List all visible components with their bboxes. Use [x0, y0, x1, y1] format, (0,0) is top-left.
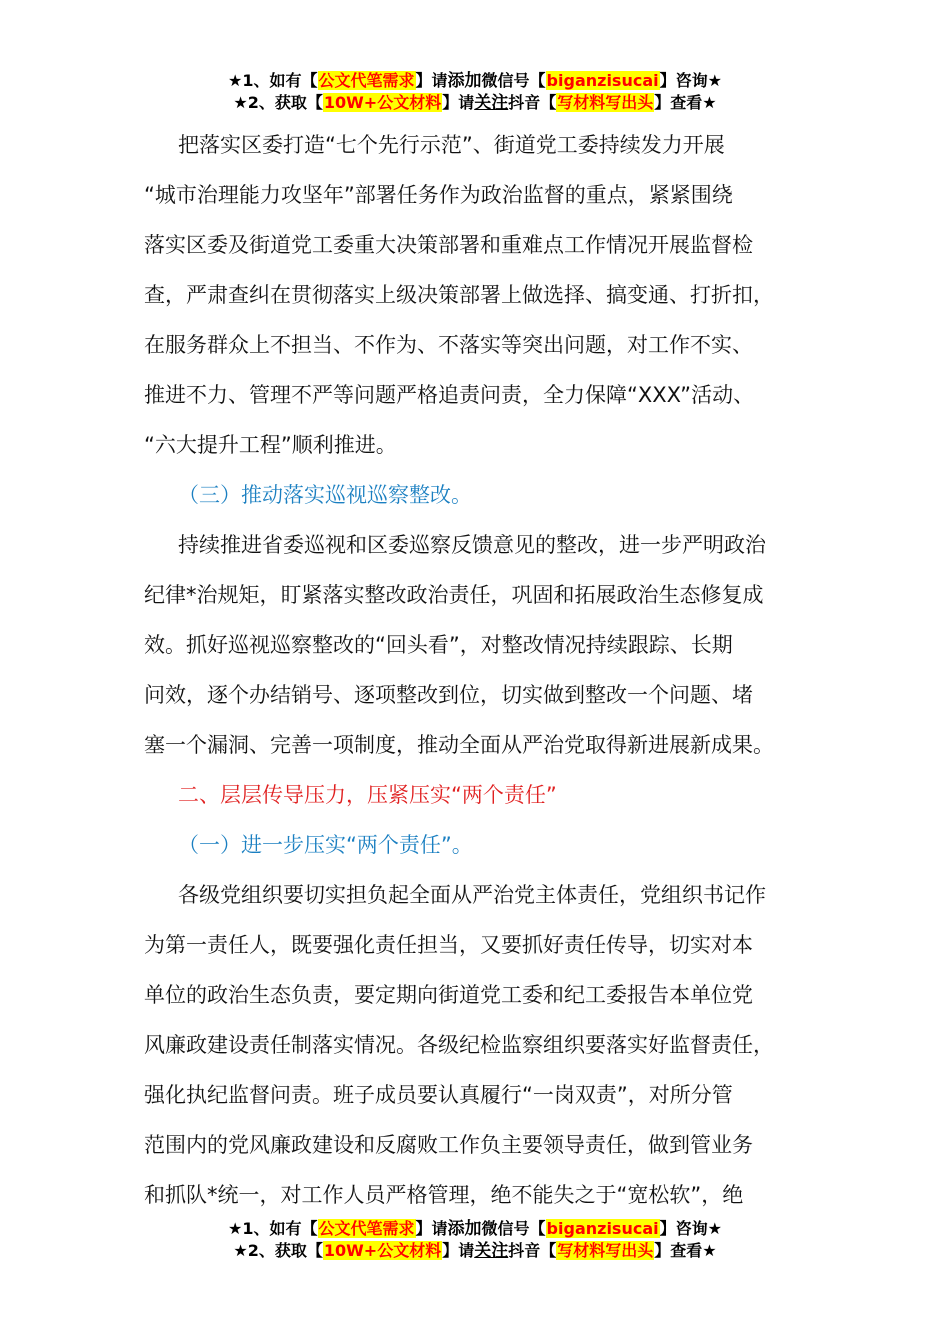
banner-emphasis: 关注	[474, 1241, 509, 1261]
body-line: 强化执纪监督问责。班子成员要认真履行“一岗双责”，对所分管	[144, 1083, 733, 1107]
banner-text: 微信号【	[481, 71, 546, 90]
document-body	[144, 120, 824, 1220]
banner-emphasis: 添加	[447, 1219, 482, 1239]
banner-highlight: 10W+公文材料	[323, 1241, 442, 1260]
paragraph-start: 各级党组织要切实担负起全面从严治党主体责任，党组织书记作	[178, 883, 766, 907]
banner-highlight: 10W+公文材料	[323, 93, 442, 112]
banner-text: 微信号【	[481, 1219, 546, 1238]
banner-line-2	[0, 1240, 950, 1262]
body-line: 纪律*治规矩，盯紧落实整改政治责任，巩固和拓展政治生态修复成	[144, 583, 764, 607]
banner-text: 】请	[415, 71, 448, 90]
body-line: 在服务群众上不担当、不作为、不落实等突出问题，对工作不实、	[144, 333, 753, 357]
body-line: 查，严肃查纠在贯彻落实上级决策部署上做选择、搞变通、打折扣，	[144, 283, 774, 307]
banner-text: ★1、如有【	[228, 1219, 318, 1238]
banner-text: 抖音【	[508, 93, 557, 112]
banner-text: 】咨询★	[659, 71, 722, 90]
body-line: “城市治理能力攻坚年”部署任务作为政治监督的重点，紧紧围绕	[144, 183, 733, 207]
bottom-banner	[0, 1218, 950, 1262]
body-line: 为第一责任人，既要强化责任担当，又要抓好责任传导，切实对本	[144, 933, 753, 957]
body-line: 范围内的党风廉政建设和反腐败工作负主要领导责任，做到管业务	[144, 1133, 753, 1157]
body-line: 风廉政建设责任制落实情况。各级纪检监察组织要落实好监督责任，	[144, 1033, 774, 1057]
body-line: 落实区委及街道党工委重大决策部署和重难点工作情况开展监督检	[144, 233, 753, 257]
banner-wechat-id: biganzisucai	[546, 1219, 659, 1238]
banner-line-2	[0, 92, 950, 114]
top-banner	[0, 70, 950, 114]
banner-text: ★2、获取【	[233, 1241, 323, 1260]
banner-text: 】请	[415, 1219, 448, 1238]
banner-text: ★1、如有【	[228, 71, 318, 90]
banner-text: 】查看★	[654, 1241, 717, 1260]
banner-line-1	[0, 1218, 950, 1240]
paragraph-start: 把落实区委打造“七个先行示范”、街道党工委持续发力开展	[178, 133, 725, 157]
subsection-heading: （一）进一步压实“两个责任”。	[178, 833, 473, 857]
subsection-heading: （三）推动落实巡视巡察整改。	[178, 483, 472, 507]
section-heading: 二、层层传导压力，压紧压实“两个责任”	[178, 783, 557, 807]
body-line: “六大提升工程”顺利推进。	[144, 433, 397, 457]
banner-emphasis: 添加	[447, 71, 482, 91]
banner-text: ★2、获取【	[233, 93, 323, 112]
banner-text: 】咨询★	[659, 1219, 722, 1238]
banner-wechat-id: biganzisucai	[546, 71, 659, 90]
banner-douyin-name: 写材料写出头	[557, 93, 654, 112]
banner-text: 】请	[442, 93, 475, 112]
banner-highlight: 公文代笔需求	[318, 1219, 415, 1238]
body-line: 和抓队*统一，对工作人员严格管理，绝不能失之于“宽松软”，绝	[144, 1183, 744, 1207]
banner-emphasis: 关注	[474, 93, 509, 113]
body-line: 问效，逐个办结销号、逐项整改到位，切实做到整改一个问题、堵	[144, 683, 753, 707]
body-line: 单位的政治生态负责，要定期向街道党工委和纪工委报告本单位党	[144, 983, 753, 1007]
banner-line-1	[0, 70, 950, 92]
body-line: 效。抓好巡视巡察整改的“回头看”，对整改情况持续跟踪、长期	[144, 633, 733, 657]
paragraph-start: 持续推进省委巡视和区委巡察反馈意见的整改，进一步严明政治	[178, 533, 766, 557]
body-line: 塞一个漏洞、完善一项制度，推动全面从严治党取得新进展新成果。	[144, 733, 774, 757]
banner-text: 】查看★	[654, 93, 717, 112]
banner-highlight: 公文代笔需求	[318, 71, 415, 90]
banner-text: 】请	[442, 1241, 475, 1260]
body-line: 推进不力、管理不严等问题严格追责问责，全力保障“XXX”活动、	[144, 383, 755, 407]
banner-text: 抖音【	[508, 1241, 557, 1260]
banner-douyin-name: 写材料写出头	[557, 1241, 654, 1260]
